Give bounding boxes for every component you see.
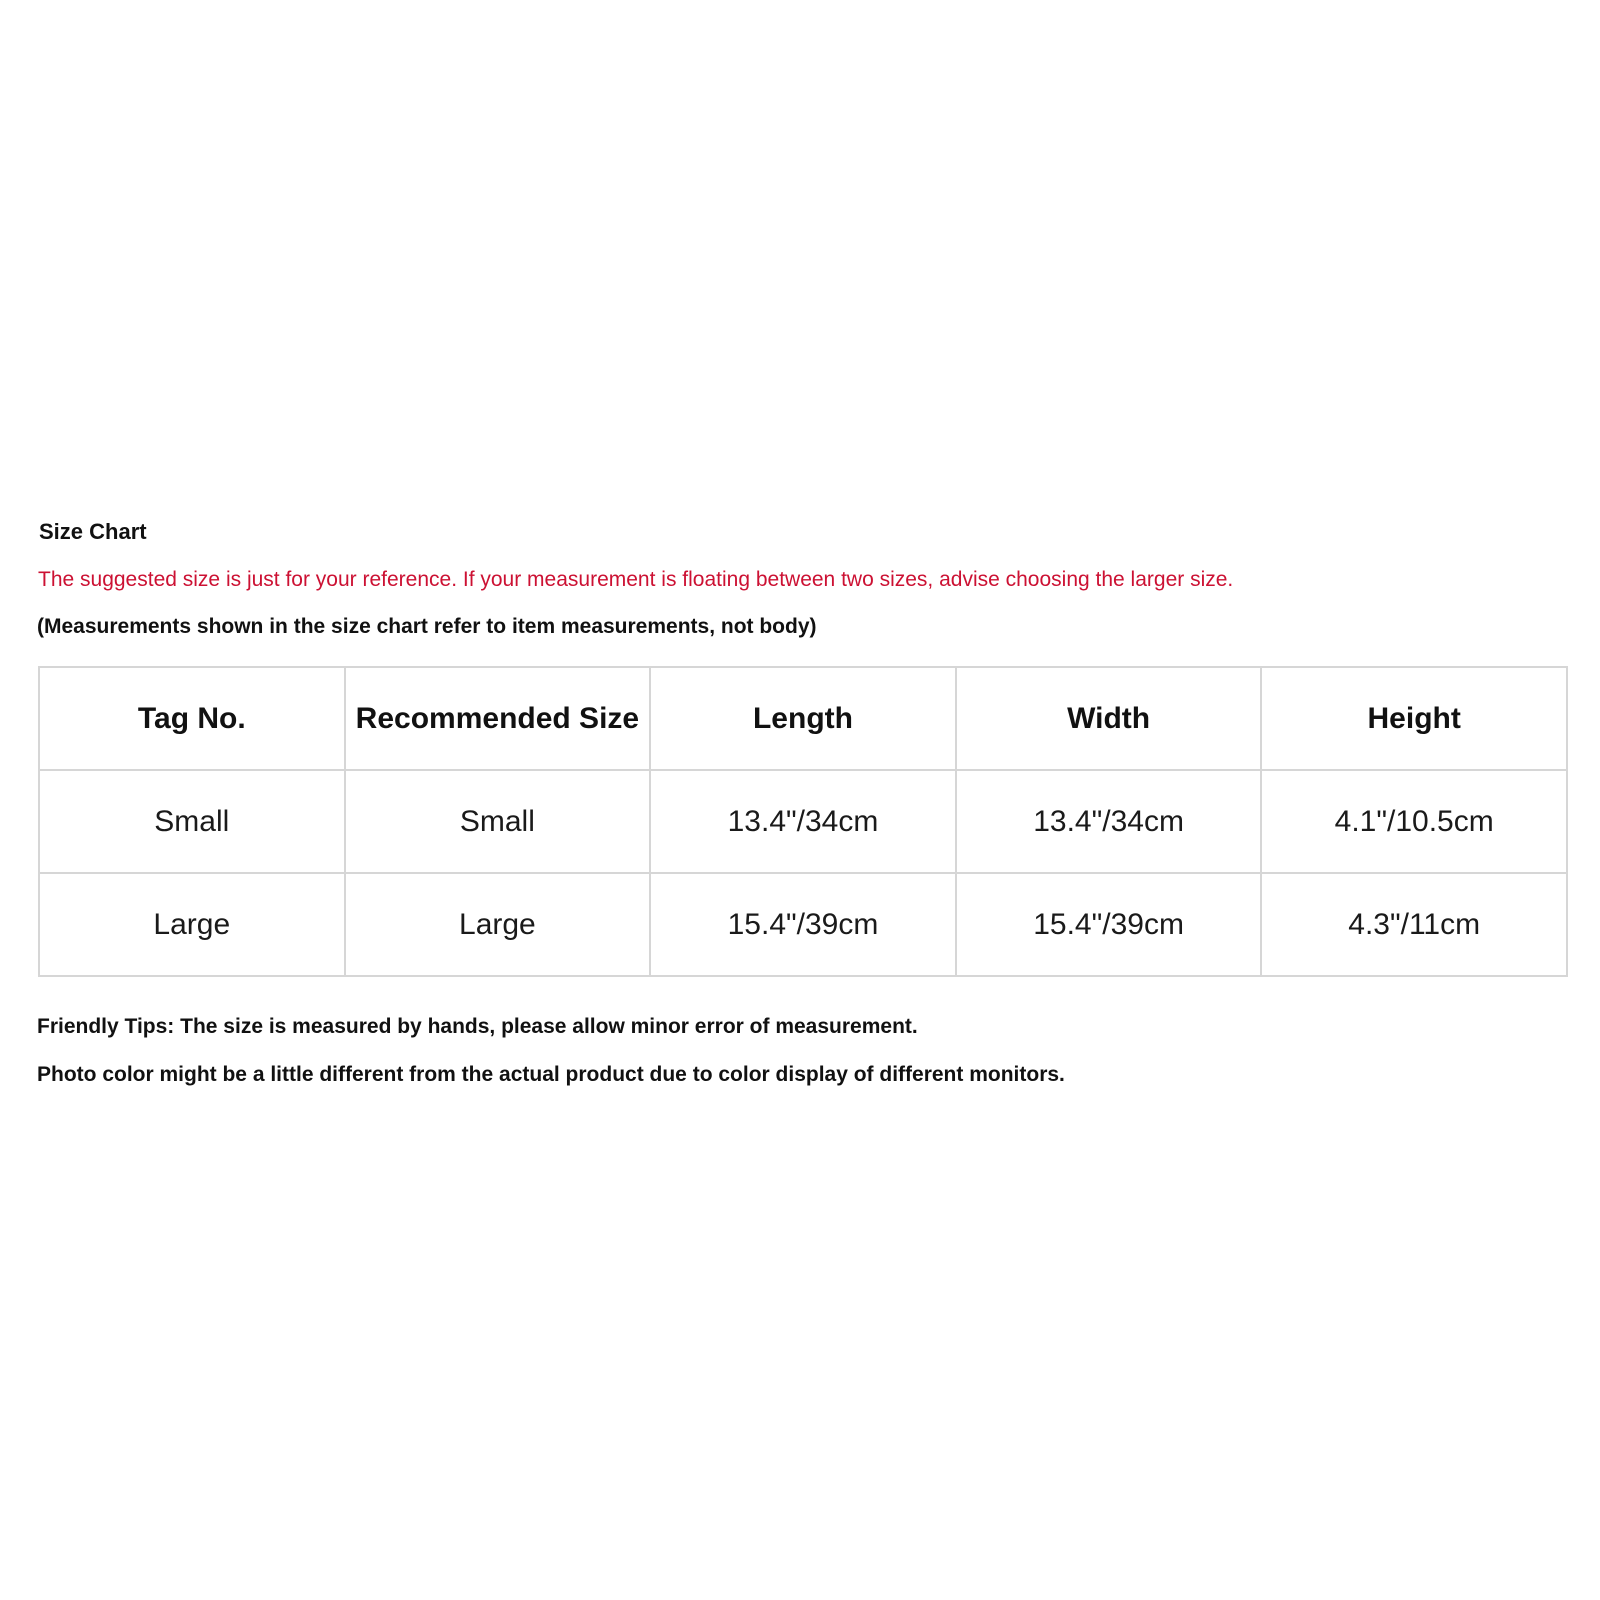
cell-height: 4.3"/11cm bbox=[1261, 873, 1567, 976]
header-length: Length bbox=[650, 667, 956, 770]
size-notice: The suggested size is just for your reference. If your measurement is floating between two sizes, advise choosing the larger size. bbox=[38, 568, 1234, 591]
cell-height: 4.1"/10.5cm bbox=[1261, 770, 1567, 873]
size-chart-title: Size Chart bbox=[39, 519, 147, 544]
cell-recommended-size: Large bbox=[345, 873, 651, 976]
size-table bbox=[38, 666, 1568, 977]
header-tag-no: Tag No. bbox=[39, 667, 345, 770]
header-recommended-size: Recommended Size bbox=[345, 667, 651, 770]
table-header-row bbox=[39, 667, 1567, 770]
friendly-tip: Friendly Tips: The size is measured by hands, please allow minor error of measurement. bbox=[37, 1015, 918, 1038]
cell-width: 13.4"/34cm bbox=[956, 770, 1262, 873]
cell-tag-no: Small bbox=[39, 770, 345, 873]
header-height: Height bbox=[1261, 667, 1567, 770]
cell-length: 13.4"/34cm bbox=[650, 770, 956, 873]
table-row bbox=[39, 770, 1567, 873]
cell-width: 15.4"/39cm bbox=[956, 873, 1262, 976]
cell-tag-no: Large bbox=[39, 873, 345, 976]
measurement-disclaimer: (Measurements shown in the size chart refer to item measurements, not body) bbox=[37, 615, 817, 638]
cell-recommended-size: Small bbox=[345, 770, 651, 873]
cell-length: 15.4"/39cm bbox=[650, 873, 956, 976]
color-tip: Photo color might be a little different from the actual product due to color display of different monitors. bbox=[37, 1063, 1065, 1086]
table-row bbox=[39, 873, 1567, 976]
header-width: Width bbox=[956, 667, 1262, 770]
